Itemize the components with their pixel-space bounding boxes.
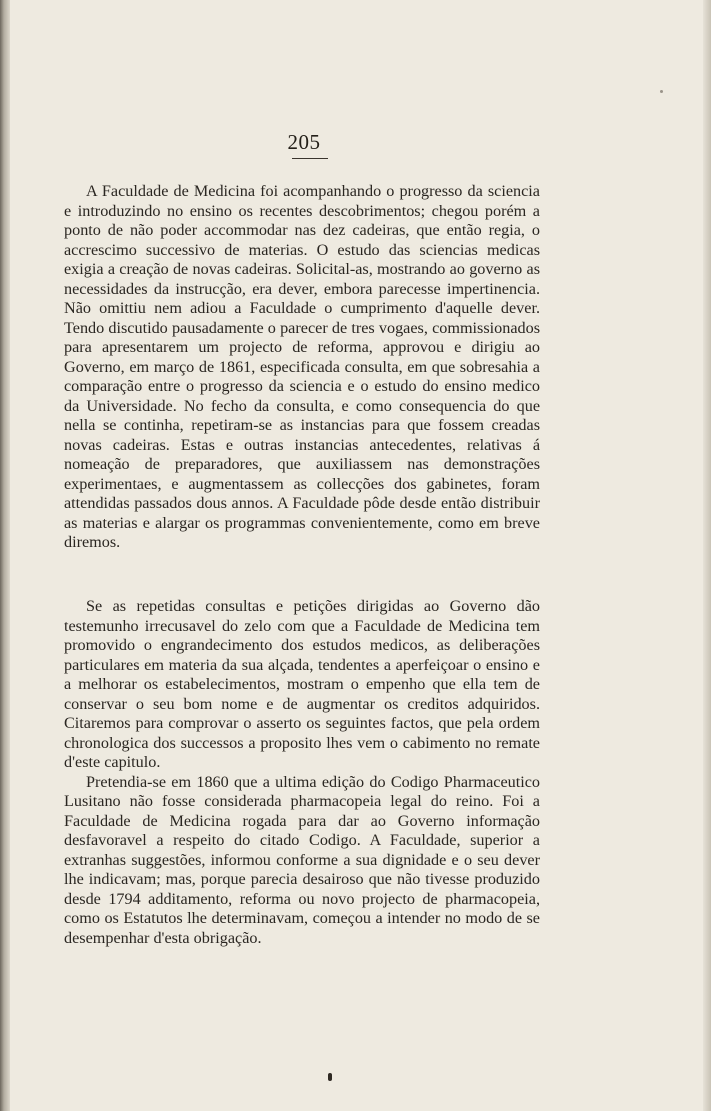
page-outer-edge	[703, 0, 711, 1111]
page-number-rule	[292, 158, 328, 159]
text-section-1	[64, 182, 540, 553]
paragraph: A Faculdade de Medicina foi acompanhando o progresso da sciencia e introduzindo no ensino os recentes descobrimentos; chegou porém a ponto de não poder accommodar nas dez cadeiras, que então regia, o accrescimo successivo de materias. O estudo das sciencias medicas exigia a creação de novas cadeiras. Solicital-as, mostrando ao governo as necessidades da instrucção, era dever, embora parecesse impertinencia. Não omittiu nem adiou a Faculdade o cumprimento d'aquelle dever. Tendo discutido pausadamente o parecer de tres vogaes, commissionados para apresentarem um projecto de reforma, approvou e dirigiu ao Governo, em março de 1861, especificada consulta, em que sobresahia a comparação entre o progresso da sciencia e o estudo do ensino medico da Universidade. No fecho da consulta, e como consequencia do que nella se continha, repetiram-se as instancias para que fossem creadas novas cadeiras. Estas e outras instancias antecedentes, relativas á nomeação de preparadores, que auxiliassem nas demonstrações experimentaes, e augmentassem as collecções dos gabinetes, foram attendidas passados dous annos. A Faculdade pôde desde então distribuir as materias e alargar os programmas convenientemente, como em breve diremos.	[64, 182, 540, 551]
printer-mark	[328, 1073, 332, 1081]
paper-spot	[660, 90, 663, 93]
text-section-2	[64, 597, 540, 948]
paragraph: Se as repetidas consultas e petições dirigidas ao Governo dão testemunho irrecusavel do zelo com que a Faculdade de Medicina tem promovido o engrandecimento dos estudos medicos, as deliberações particulares em materia da sua alçada, tendentes a aperfeiçoar o ensino e a melhorar os estabelecimentos, mostram o empenho que ella tem de conservar o seu bom nome e de augmentar os creditos adquiridos. Citaremos para comprovar o asserto os seguintes factos, que pela ordem chronologica dos successos a proposito lhes vem o cabimento no remate d'este capitulo.	[64, 597, 540, 771]
page-number: 205	[287, 130, 321, 154]
page-binding-edge	[0, 0, 10, 1111]
paragraph: Pretendia-se em 1860 que a ultima edição do Codigo Pharmaceutico Lusitano não fosse considerada pharmacopeia legal do reino. Foi a Faculdade de Medicina rogada para dar ao Governo informação desfavoravel a respeito do citado Codigo. A Faculdade, superior a extranhas suggestões, informou conforme a sua dignidade e o seu dever lhe indicavam; mas, porque parecia desairoso que não tivesse produzido desde 1794 additamento, reforma ou novo projecto de pharmacopeia, como os Estatutos lhe determinavam, começou a intender no modo de se desempenhar d'esta obrigação.	[64, 772, 540, 947]
